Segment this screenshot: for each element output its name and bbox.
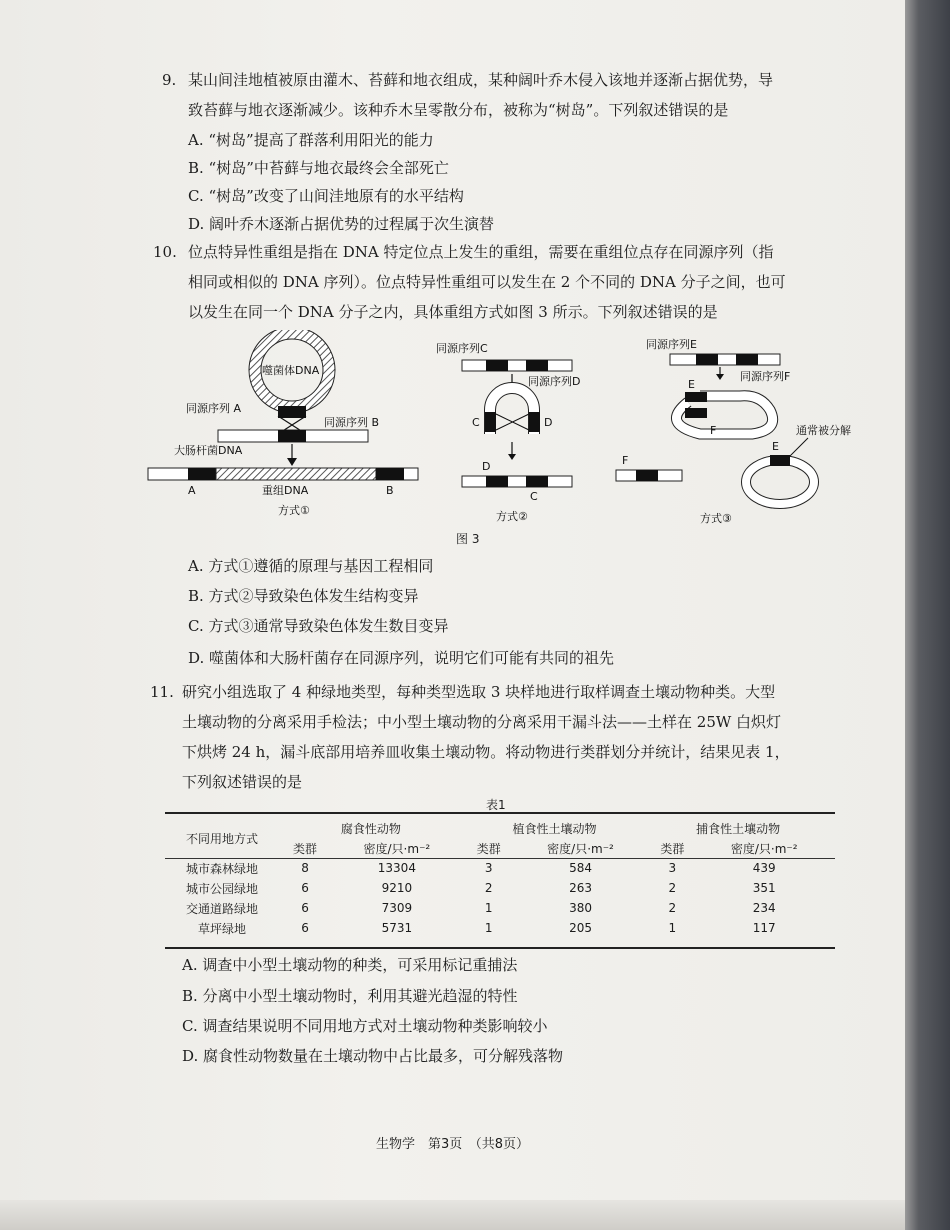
homolog-a-label: 同源序列 A [186, 402, 242, 415]
cell: 13304 [377, 861, 416, 875]
page-bottom-fold [0, 1200, 905, 1230]
recomb-dna-label: 重组DNA [262, 484, 309, 497]
ecoli-dna-label: 大肠杆菌DNA [174, 444, 243, 457]
cell: 380 [569, 901, 592, 915]
label-d: D [544, 416, 553, 429]
table-row [165, 878, 830, 898]
table-1-caption: 表1 [486, 798, 506, 812]
q10-line-1: 位点特异性重组是指在 DNA 特定位点上发生的重组，需要在重组位点存在同源序列（指 [188, 243, 774, 261]
homolog-e-label: 同源序列E [646, 338, 697, 351]
q10-option-b: B. 方式②导致染色体发生结构变异 [188, 587, 419, 605]
cell: 117 [752, 921, 776, 935]
cell: 263 [569, 881, 592, 895]
col-land-use: 不同用地方式 [185, 831, 258, 846]
table-1 [165, 818, 830, 938]
cell: 1 [484, 921, 493, 935]
q9-option-c: C. “树岛”改变了山间洼地原有的水平结构 [188, 187, 464, 205]
q9-option-b: B. “树岛”中苔藓与地衣最终会全部死亡 [188, 159, 449, 177]
cell: 草坪绿地 [197, 921, 246, 936]
degraded-label: 通常被分解 [796, 424, 851, 437]
label-b: B [386, 484, 394, 497]
q10-number: 10. [153, 243, 177, 261]
q11-option-b: B. 分离中小型土壤动物时，利用其避光趋湿的特性 [182, 987, 518, 1005]
table-top-rule [165, 812, 835, 814]
sub-density-1: 密度/只·m⁻² [363, 841, 431, 856]
q9-number: 9. [162, 71, 177, 89]
cell: 6 [301, 881, 309, 895]
homolog-c-label: 同源序列C [436, 342, 488, 355]
figure-3-caption: 图 3 [456, 532, 480, 546]
sub-density-2: 密度/只·m⁻² [547, 841, 614, 856]
cell: 6 [301, 921, 309, 935]
homolog-b-label: 同源序列 B [324, 416, 380, 429]
label-c: C [472, 416, 480, 429]
label-e: E [688, 378, 695, 391]
cell: 351 [752, 881, 776, 895]
q11-option-a: A. 调查中小型土壤动物的种类，可采用标记重捕法 [182, 956, 518, 974]
q11-option-d: D. 腐食性动物数量在土壤动物中占比最多，可分解残落物 [182, 1047, 564, 1065]
q11-line-1: 研究小组选取了 4 种绿地类型，每种类型选取 3 块样地进行取样调查土壤动物种类。大型 [182, 683, 776, 701]
cell: 3 [668, 861, 677, 875]
phage-homolog-block [278, 406, 306, 418]
sub-density-3: 密度/只·m⁻² [730, 841, 798, 856]
q11-option-c: C. 调查结果说明不同用地方式对土壤动物种类影响较小 [182, 1017, 548, 1035]
label-f: F [710, 424, 717, 437]
cell: 5731 [381, 921, 413, 935]
cell: 1 [668, 921, 677, 935]
table-row [165, 898, 830, 918]
cell: 7309 [381, 901, 413, 915]
cell: 6 [301, 901, 309, 915]
q11-line-4: 下列叙述错误的是 [182, 773, 303, 791]
table-header-row [165, 818, 830, 838]
q9-option-a: A. “树岛”提高了群落利用阳光的能力 [188, 131, 434, 149]
label-a: A [188, 484, 196, 497]
cell: 8 [301, 861, 309, 875]
col-group-predator: 捕食性土壤动物 [696, 821, 781, 836]
label-e-ring: E [772, 440, 779, 453]
page-edge-shadow [905, 0, 950, 1230]
label-c-bottom: C [530, 490, 538, 503]
cell: 2 [668, 881, 677, 895]
mode-1-label: 方式① [278, 504, 310, 517]
cell: 2 [668, 901, 677, 915]
cell: 205 [569, 921, 592, 935]
mode-3-label: 方式③ [700, 512, 732, 525]
phage-dna-label: 噬菌体DNA [262, 364, 320, 377]
homolog-f-label: 同源序列F [740, 370, 791, 383]
sub-class-3: 类群 [660, 841, 685, 856]
cell: 9210 [381, 881, 413, 895]
q10-line-3: 以发生在同一个 DNA 分子之内，具体重组方式如图 3 所示。下列叙述错误的是 [188, 303, 718, 321]
q10-option-a: A. 方式①遵循的原理与基因工程相同 [188, 557, 434, 575]
mode-2-label: 方式② [496, 510, 528, 523]
cell: 3 [484, 861, 493, 875]
q11-number: 11. [150, 683, 174, 701]
q9-line-1: 某山间洼地植被原由灌木、苔藓和地衣组成，某种阔叶乔木侵入该地并逐渐占据优势，导 [188, 71, 774, 89]
table-bottom-rule [165, 947, 835, 949]
homolog-d-label: 同源序列D [528, 375, 581, 388]
cell: 城市公园绿地 [185, 881, 258, 896]
col-group-detritivore: 腐食性动物 [340, 821, 401, 836]
cell: 439 [752, 861, 776, 875]
sub-class-2: 类群 [476, 841, 501, 856]
cell: 584 [569, 861, 592, 875]
table-row [165, 858, 830, 878]
cell: 交通道路绿地 [185, 901, 258, 916]
q10-line-2: 相同或相似的 DNA 序列）。位点特异性重组可以发生在 2 个不同的 DNA 分子之间，也可 [188, 273, 786, 291]
col-group-herbivore: 植食性土壤动物 [512, 821, 597, 836]
sub-class-1: 类群 [293, 841, 318, 856]
cell: 234 [752, 901, 776, 915]
cell: 1 [484, 901, 493, 915]
cell: 2 [484, 881, 493, 895]
q10-option-c: C. 方式③通常导致染色体发生数目变异 [188, 617, 449, 635]
q9-option-d: D. 阔叶乔木逐渐占据优势的过程属于次生演替 [188, 215, 495, 233]
label-f-bottom: F [622, 454, 629, 467]
label-d-bottom: D [482, 460, 491, 473]
q10-option-d: D. 噬菌体和大肠杆菌存在同源序列，说明它们可能有共同的祖先 [188, 649, 615, 667]
cell: 城市森林绿地 [185, 861, 258, 876]
q11-line-3: 下烘烤 24 h，漏斗底部用培养皿收集土壤动物。将动物进行类群划分并统计，结果见表 1， [182, 743, 790, 761]
figure-3 [140, 330, 860, 545]
page-footer: 生物学 第3页 （共8页） [375, 1137, 530, 1152]
table-row [165, 918, 830, 938]
q11-line-2: 土壤动物的分离采用手检法；中小型土壤动物的分离采用干漏斗法——土样在 25W 白炽灯 [182, 713, 782, 731]
q9-line-2: 致苔藓与地衣逐渐减少。该种乔木呈零散分布，被称为“树岛”。下列叙述错误的是 [188, 101, 729, 119]
